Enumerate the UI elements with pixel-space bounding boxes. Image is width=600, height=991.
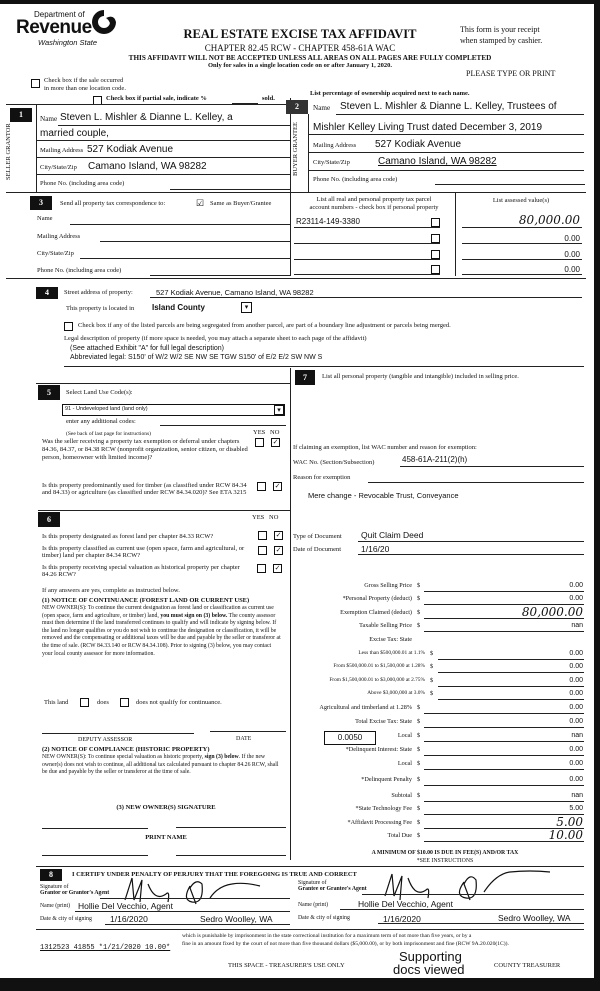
section-number-7: 7 — [295, 370, 315, 385]
scan-edge-right — [594, 0, 600, 991]
land-qualifies-checkbox[interactable] — [80, 698, 89, 707]
divider — [308, 114, 309, 192]
new-owner-signature-field-1[interactable] — [42, 828, 148, 829]
fee-label: *Delinquent Penalty — [361, 776, 412, 783]
county-treasurer-label: COUNTY TREASURER — [494, 962, 561, 969]
logo-sub-text: Washington State — [38, 38, 98, 47]
fee-line — [438, 672, 584, 673]
s6-q3-no-checkbox[interactable]: ✓ — [274, 564, 281, 572]
personal-property-checkbox[interactable] — [431, 218, 440, 227]
section-number-1: 1 — [10, 108, 32, 122]
parcel-header-1: List all real and personal property tax parcel — [316, 196, 432, 203]
fee-value[interactable]: 5.00 — [569, 805, 583, 812]
currency-symbol: $ — [417, 776, 421, 783]
fee-label: *Delinquent Interest: State — [345, 746, 412, 753]
perjury-penalty-line-1: which is punishable by imprisonment in the state correctional institution for a maximum term of not more than five years, or by a — [182, 933, 472, 939]
section-number-2: 2 — [286, 100, 308, 114]
segregated-parcel-checkbox[interactable] — [64, 322, 73, 331]
fee-line — [424, 591, 584, 592]
assessed-value[interactable]: 80,000.00 — [518, 213, 580, 227]
grantor-name[interactable]: Hollie Del Vecchio, Agent — [78, 901, 173, 911]
buyer-name-label: Name — [313, 104, 331, 112]
grantor-signature-label-1: Signature of — [40, 884, 69, 890]
divider — [58, 125, 290, 126]
fee-line — [438, 699, 584, 700]
grantee-signature-label-1: Signature of — [298, 880, 327, 886]
does-label: does — [97, 699, 109, 706]
correspondence-name-field[interactable] — [70, 224, 290, 225]
divider — [6, 278, 586, 279]
assessed-value-line — [462, 274, 582, 275]
wac-label: WAC No. (Section/Subsection) — [293, 459, 375, 466]
fee-label: Total Due — [387, 832, 412, 839]
q1-yes-checkbox[interactable] — [255, 438, 264, 447]
legal-description-label: Legal description of property (if more space is needed, you may attach a separate sheet to each page of the affidavit) — [64, 335, 367, 342]
fee-line — [438, 686, 584, 687]
grantor-date-label: Date & city of signing — [40, 916, 92, 922]
exemption-instructions: If claiming an exemption, list WAC number and reason for exemption: — [293, 444, 477, 451]
divider — [36, 383, 290, 384]
notice-compliance-title: (2) NOTICE OF COMPLIANCE (HISTORIC PROPERTY) — [42, 746, 210, 753]
new-owner-signature-title: (3) NEW OWNER(S) SIGNATURE — [116, 804, 216, 811]
sold-label: sold. — [262, 95, 275, 102]
parcel-line — [294, 274, 440, 275]
fee-label: Subtotal — [391, 792, 412, 799]
seller-phone-label: Phone No. (including area code) — [40, 180, 125, 187]
segregated-parcel-label: Check box if any of the listed parcels are being segregated from another parcel, are part of a boundary line adjustment or parcels being merged. — [78, 322, 451, 329]
buyer-mailing-address[interactable]: 527 Kodiak Avenue — [375, 139, 462, 150]
fee-value[interactable]: 0.00 — [569, 690, 583, 697]
buyer-city-state-zip[interactable]: Camano Island, WA 98282 — [378, 156, 497, 167]
land-use-label: Select Land Use Code(s): — [66, 389, 133, 396]
street-address-value[interactable]: 527 Kodiak Avenue, Camano Island, WA 98282 — [156, 288, 314, 297]
currency-symbol: $ — [417, 718, 421, 725]
grantor-signing-city[interactable]: Sedro Woolley, WA — [200, 914, 273, 924]
personal-property-checkbox[interactable] — [431, 265, 440, 274]
receipt-note-2: when stamped by cashier. — [460, 36, 543, 45]
seller-phone-field[interactable] — [170, 189, 290, 190]
grantor-signing-date[interactable]: 1/16/2020 — [110, 914, 148, 924]
correspondence-city-label: City/State/Zip — [37, 250, 74, 257]
currency-symbol: $ — [430, 663, 434, 670]
receipt-note-1: This form is your receipt — [460, 25, 540, 34]
currency-symbol: $ — [417, 746, 421, 753]
fee-line — [424, 755, 584, 756]
currency-symbol: $ — [417, 760, 421, 767]
fee-value[interactable]: 80,000.00 — [521, 605, 583, 619]
fee-label: Agricultural and timberland at 1.28% — [319, 704, 412, 711]
document-date[interactable]: 1/16/20 — [361, 544, 390, 554]
parcel-line — [294, 259, 440, 260]
section-number-5: 5 — [38, 385, 60, 400]
local-rate-box[interactable]: 0.0050 — [324, 731, 376, 745]
fee-label: Exemption Claimed (deduct) — [340, 609, 412, 616]
parcel-line — [294, 243, 440, 244]
seller-name-label: Name — [40, 115, 58, 123]
form-subtitle: CHAPTER 82.45 RCW - CHAPTER 458-61A WAC — [204, 43, 396, 53]
fee-label: Less than $500,000.01 at 1.1% — [358, 650, 425, 656]
divider — [36, 104, 37, 192]
divider — [308, 152, 584, 153]
county-dropdown-chevron-icon[interactable]: ▾ — [241, 302, 252, 313]
divider — [100, 898, 290, 899]
notice-compliance-text-b: . If the new owner(s) does not wish to continue, all additional tax calculated pursuant to chapter 84.26 RCW, shall be due and payable by the seller or transferor at the time of sale. — [42, 754, 279, 776]
grantee-name[interactable]: Hollie Del Vecchio, Agent — [358, 899, 453, 909]
assessed-value[interactable]: 0.00 — [564, 265, 580, 274]
fee-line — [424, 801, 584, 802]
fee-value[interactable]: 10.00 — [548, 828, 583, 842]
fee-label: Excise Tax: State — [369, 636, 412, 643]
deputy-assessor-label: DEPUTY ASSESSOR — [78, 737, 133, 743]
fee-line — [424, 741, 584, 742]
currency-symbol: $ — [417, 582, 421, 589]
county-label: This property is located in — [66, 305, 135, 312]
buyer-mailing-label: Mailing Address — [313, 142, 357, 149]
document-date-label: Date of Document — [293, 546, 342, 553]
fee-line — [424, 727, 584, 728]
fee-label: *Affidavit Processing Fee — [347, 819, 412, 826]
assessor-date-label: DATE — [236, 736, 252, 742]
treasurer-space-label: THIS SPACE - TREASURER'S USE ONLY — [228, 962, 345, 969]
fee-line — [424, 713, 584, 714]
notice-compliance-sign: sign (3) below — [204, 754, 239, 760]
notice-continuance-title: (1) NOTICE OF CONTINUANCE (FOREST LAND OR CURRENT USE) — [42, 597, 250, 604]
fee-value[interactable]: 0.00 — [569, 718, 583, 725]
grantor-name-label: Name (print) — [40, 903, 71, 909]
notice-compliance-text-a: NEW OWNER(S): To continue special valuation as historic property, — [42, 754, 204, 760]
location-code-note: Only for sales in a single location code on or after January 1, 2020. — [208, 62, 392, 69]
correspondence-mailing-label: Mailing Address — [37, 233, 81, 240]
fee-line — [424, 618, 584, 619]
currency-symbol: $ — [430, 677, 434, 684]
fee-line — [424, 785, 584, 786]
personal-property-label: List all personal property (tangible and intangible) included in selling price. — [322, 373, 519, 380]
buyer-name-line-2[interactable]: Mishler Kelley Living Trust dated December 3, 2019 — [313, 122, 543, 133]
divider — [36, 174, 290, 175]
assessed-value[interactable]: 0.00 — [564, 250, 580, 259]
personal-property-checkbox[interactable] — [431, 234, 440, 243]
supporting-docs-stamp-2: docs viewed — [393, 962, 465, 977]
divider — [308, 170, 584, 171]
grantee-date-label: Date & city of signing — [298, 915, 350, 921]
divider — [358, 541, 584, 542]
does-not-qualify-label: does not qualify for continuance. — [136, 699, 222, 706]
seller-mailing-address[interactable]: 527 Kodiak Avenue — [87, 144, 174, 155]
fee-label: *State Technology Fee — [355, 805, 412, 812]
timber-agriculture-question: Is this property predominantly used for timber (as classified under RCW 84.34 and 84.33) or agriculture (as classified under RCW 84.34.020)? See ETA 3215 — [42, 482, 247, 496]
seller-name-line-2[interactable]: married couple, — [40, 128, 109, 139]
s6-q3-yes-checkbox[interactable] — [257, 564, 266, 573]
see-back-note: (See back of last page for instructions) — [66, 431, 151, 437]
divider — [400, 466, 584, 467]
no-header: NO — [270, 429, 280, 436]
fee-label: *Personal Property (deduct) — [342, 595, 412, 602]
buyer-side-label: BUYER GRANTEE — [292, 122, 299, 176]
deputy-assessor-signature-field[interactable] — [42, 733, 194, 734]
fee-value[interactable]: 0.00 — [569, 776, 583, 783]
divider — [36, 140, 290, 141]
additional-codes-field[interactable] — [160, 425, 286, 426]
divider — [358, 554, 584, 555]
divider — [105, 924, 290, 925]
divider — [38, 510, 290, 511]
yes-header-6: YES — [252, 514, 265, 521]
form-title: REAL ESTATE EXCISE TAX AFFIDAVIT — [183, 27, 417, 41]
completion-warning: THIS AFFIDAVIT WILL NOT BE ACCEPTED UNLESS ALL AREAS ON ALL PAGES ARE FULLY COMPLETED — [128, 54, 492, 62]
grantee-name-label: Name (print) — [298, 902, 329, 908]
s6-q1-yes-checkbox[interactable] — [258, 531, 267, 540]
fee-value[interactable]: 0.00 — [569, 595, 583, 602]
currency-symbol: $ — [417, 792, 421, 799]
if-yes-note: If any answers are yes, complete as instructed below. — [42, 587, 180, 594]
q2-no-checkbox[interactable]: ✓ — [274, 482, 281, 490]
county-value[interactable]: Island County — [152, 303, 205, 312]
legal-description-line-1[interactable]: (See attached Exhibit "A" for full legal description) — [70, 345, 224, 352]
new-owner-signature-field-2[interactable] — [176, 827, 286, 828]
divider — [36, 157, 290, 158]
currency-symbol: $ — [430, 690, 434, 697]
same-as-buyer-label: Same as Buyer/Grantee — [210, 200, 272, 207]
divider — [340, 909, 584, 910]
print-name-field-1[interactable] — [42, 855, 148, 856]
assessed-value-line — [462, 259, 582, 260]
fee-value[interactable]: 5.00 — [556, 815, 583, 829]
section-number-8: 8 — [40, 869, 62, 881]
assessed-value-line — [462, 243, 582, 244]
assessor-date-field[interactable] — [210, 731, 286, 732]
land-use-selected: 91 - Undeveloped land (land only) — [65, 406, 148, 412]
divider — [64, 366, 584, 367]
additional-codes-label: enter any additional codes: — [66, 418, 136, 425]
fee-value[interactable]: nan — [571, 622, 583, 629]
currency-symbol: $ — [417, 805, 421, 812]
divider — [36, 929, 584, 930]
currency-symbol: $ — [417, 704, 421, 711]
section-number-3: 3 — [30, 196, 52, 210]
fee-label: From $500,000.01 to $1,500,000 at 1.28% — [333, 663, 425, 669]
fee-value[interactable]: nan — [571, 732, 583, 739]
fee-line — [424, 769, 584, 770]
exemption-deferral-question: Was the seller receiving a property tax exemption or deferral under chapters 84.36, 84.37, or 84.38 RCW (nonprofit organization, senior citizen, or disabled person, homeowner with limited income)? — [42, 438, 248, 461]
notice-continuance-text-a: NEW OWNER(S): To continue the current designation as forest land or classification as current use (open space, farm and agriculture, or timber) land, — [42, 605, 274, 619]
fee-value[interactable]: 0.00 — [569, 650, 583, 657]
correspondence-phone-field[interactable] — [150, 275, 290, 276]
grantee-signing-date[interactable]: 1/16/2020 — [383, 914, 421, 924]
street-address-label: Street address of property: — [64, 289, 133, 296]
assessed-value-header: List assessed value(s) — [492, 197, 550, 204]
land-use-select[interactable] — [62, 404, 285, 416]
print-name-field-2[interactable] — [176, 855, 286, 856]
multi-location-checkbox[interactable] — [31, 79, 40, 88]
seller-side-label: SELLER GRANTOR — [5, 123, 12, 180]
scan-edge-bottom — [0, 978, 600, 991]
this-land-label: This land — [44, 699, 69, 706]
exemption-reason-label: Reason for exemption — [293, 474, 351, 481]
currency-symbol: $ — [417, 732, 421, 739]
fee-value[interactable]: 0.00 — [569, 746, 583, 753]
seller-city-state-zip[interactable]: Camano Island, WA 98282 — [88, 161, 207, 172]
divider — [362, 894, 584, 895]
correspondence-phone-label: Phone No. (including area code) — [37, 267, 122, 274]
notice-continuance-text — [42, 605, 282, 658]
document-type[interactable]: Quit Claim Deed — [361, 530, 424, 540]
personal-property-checkbox[interactable] — [431, 250, 440, 259]
section-number-6: 6 — [38, 512, 60, 527]
fee-value[interactable]: 0.00 — [569, 677, 583, 684]
fee-value[interactable]: 0.00 — [569, 663, 583, 670]
land-not-qualifies-checkbox[interactable] — [120, 698, 129, 707]
grantee-signing-city[interactable]: Sedro Woolley, WA — [498, 913, 571, 923]
scan-edge-top — [0, 0, 600, 4]
buyer-city-label: City/State/Zip — [313, 159, 350, 166]
buyer-phone-label: Phone No. (including area code) — [313, 176, 398, 183]
divider — [368, 482, 584, 483]
minimum-due-note: A MINIMUM OF $10.00 IS DUE IN FEE(S) AND/OR TAX — [371, 850, 519, 856]
fee-label: Local — [397, 732, 412, 739]
logo-top-text: Department of — [34, 10, 85, 19]
q2-yes-checkbox[interactable] — [257, 482, 266, 491]
same-as-buyer-checkbox[interactable]: ☑ — [196, 198, 205, 208]
type-or-print-note: PLEASE TYPE OR PRINT — [466, 69, 556, 78]
fee-value[interactable]: 0.00 — [569, 704, 583, 711]
parcel-number[interactable]: R23114-149-3380 — [296, 217, 360, 226]
divider — [308, 134, 584, 135]
correspondence-city-field[interactable] — [80, 258, 290, 259]
multi-location-label-1: Check box if the sale occurred — [44, 77, 124, 84]
logo-main-text: Revenue — [16, 17, 92, 38]
divider — [455, 192, 456, 276]
assessed-value[interactable]: 0.00 — [564, 234, 580, 243]
partial-sale-label: Check box if partial sale, indicate % — [106, 95, 207, 102]
fee-label: Total Excise Tax: State — [355, 718, 412, 725]
s6-q1-no-checkbox[interactable]: ✓ — [275, 531, 282, 539]
section-number-4: 4 — [36, 287, 58, 299]
divider — [75, 911, 290, 912]
wac-number[interactable]: 458-61A-211(2)(h) — [402, 455, 468, 464]
divider — [6, 192, 586, 193]
divider — [378, 923, 584, 924]
no-header-6: NO — [269, 514, 279, 521]
fee-label: Taxable Selling Price — [359, 622, 412, 629]
assessed-value-line — [462, 227, 582, 228]
seller-name-line-1[interactable]: Steven L. Mishler & Dianne L. Kelley, a — [60, 112, 233, 123]
correspondence-mailing-field[interactable] — [100, 241, 290, 242]
grantee-signature-label-2: Grantee or Grantee's Agent — [298, 886, 367, 892]
currency-symbol: $ — [417, 819, 421, 826]
s6-q2-yes-checkbox[interactable] — [258, 546, 267, 555]
parcel-line — [294, 227, 440, 228]
revenue-logo-icon — [90, 8, 118, 36]
fee-label: Gross Selling Price — [364, 582, 412, 589]
q1-no-checkbox[interactable]: ✓ — [272, 438, 279, 446]
fee-value[interactable]: nan — [571, 792, 583, 799]
divider — [6, 104, 290, 105]
s6-q2-no-checkbox[interactable]: ✓ — [275, 546, 282, 554]
fee-line — [424, 631, 584, 632]
divider — [336, 114, 584, 115]
seller-city-label: City/State/Zip — [40, 164, 77, 171]
notice-continuance-text-b: The county assessor must then determine if the land transferred continues to qualify and will indicate by signing below. If the land no longer qualifies or you do not wish to continue the designation or classification, it will be removed and the compensating or additional taxes will be due and payable by the seller or transferor at the time of sale. (RCW 84.33.140 or RCW 84.34.108). Prior to signing (3) below, you may contact your local county assessor for more information. — [42, 612, 281, 657]
fee-label: Local — [397, 760, 412, 767]
correspondence-name-label: Name — [37, 215, 53, 222]
buyer-phone-field[interactable] — [435, 184, 585, 185]
notice-compliance-text — [42, 754, 282, 777]
fee-value[interactable]: 0.00 — [569, 760, 583, 767]
see-instructions-note: *SEE INSTRUCTIONS — [416, 858, 474, 864]
current-use-question: Is this property classified as current use (open space, farm and agricultural, or timber) land per chapter 84.34 RCW? — [42, 545, 245, 559]
currency-symbol: $ — [430, 650, 434, 657]
historic-property-question: Is this property receiving special valuation as historical property per chapter 84.26 RCW? — [42, 564, 240, 578]
fee-label: From $1,500,000.01 to $3,000,000 at 2.75% — [329, 677, 425, 683]
correspondence-label: Send all property tax correspondence to: — [60, 200, 166, 207]
yes-header: YES — [253, 429, 266, 436]
currency-symbol: $ — [417, 595, 421, 602]
divider — [290, 98, 291, 276]
multi-location-label-2: in more than one location code. — [44, 85, 126, 92]
treasurer-receipt-stamp: 1312523 41855 *1/21/2020 10.00* — [40, 944, 171, 952]
notice-continuance-sign: you must sign on (3) below. — [160, 612, 228, 619]
currency-symbol: $ — [417, 609, 421, 616]
legal-description-line-2[interactable]: Abbreviated legal: S150' of W/2 W/2 SE NW SE TGW S150' of E/2 E/2 SW NW S — [70, 354, 323, 361]
grantor-signature-label-2: Grantor or Grantor's Agent — [40, 890, 110, 896]
parcel-header-2: account numbers - check box if personal property — [309, 204, 439, 211]
currency-symbol: $ — [417, 832, 421, 839]
grantee-signature[interactable] — [380, 864, 560, 904]
land-use-dropdown-chevron-icon[interactable]: ▾ — [274, 405, 284, 415]
print-name-label: PRINT NAME — [145, 834, 187, 841]
exemption-reason[interactable]: Mere change - Revocable Trust, Conveyance — [308, 491, 459, 500]
forest-land-question: Is this property designated as forest land per chapter 84.33 RCW? — [42, 533, 214, 540]
certification-statement: I CERTIFY UNDER PENALTY OF PERJURY THAT THE FOREGOING IS TRUE AND CORRECT — [72, 871, 357, 878]
fee-value[interactable]: 0.00 — [569, 582, 583, 589]
fee-line — [438, 659, 584, 660]
fee-label: Above $3,000,000 at 3.0% — [367, 690, 425, 696]
seller-mailing-label: Mailing Address — [40, 147, 84, 154]
currency-symbol: $ — [417, 622, 421, 629]
perjury-penalty-line-2: fine in an amount fixed by the court of not more than five thousand dollars ($5,000.00), or by both imprisonment and fine (RCW 9A.20.020(1C)). — [182, 941, 509, 947]
buyer-name-line-1[interactable]: Steven L. Mishler & Dianne L. Kelley, Trustees of — [340, 101, 557, 112]
divider — [150, 297, 582, 298]
document-type-label: Type of Document — [293, 533, 342, 540]
ownership-percentage-note: List percentage of ownership acquired next to each name. — [310, 90, 470, 97]
fee-line — [424, 841, 584, 842]
supporting-docs-stamp-1: Supporting — [399, 949, 462, 964]
